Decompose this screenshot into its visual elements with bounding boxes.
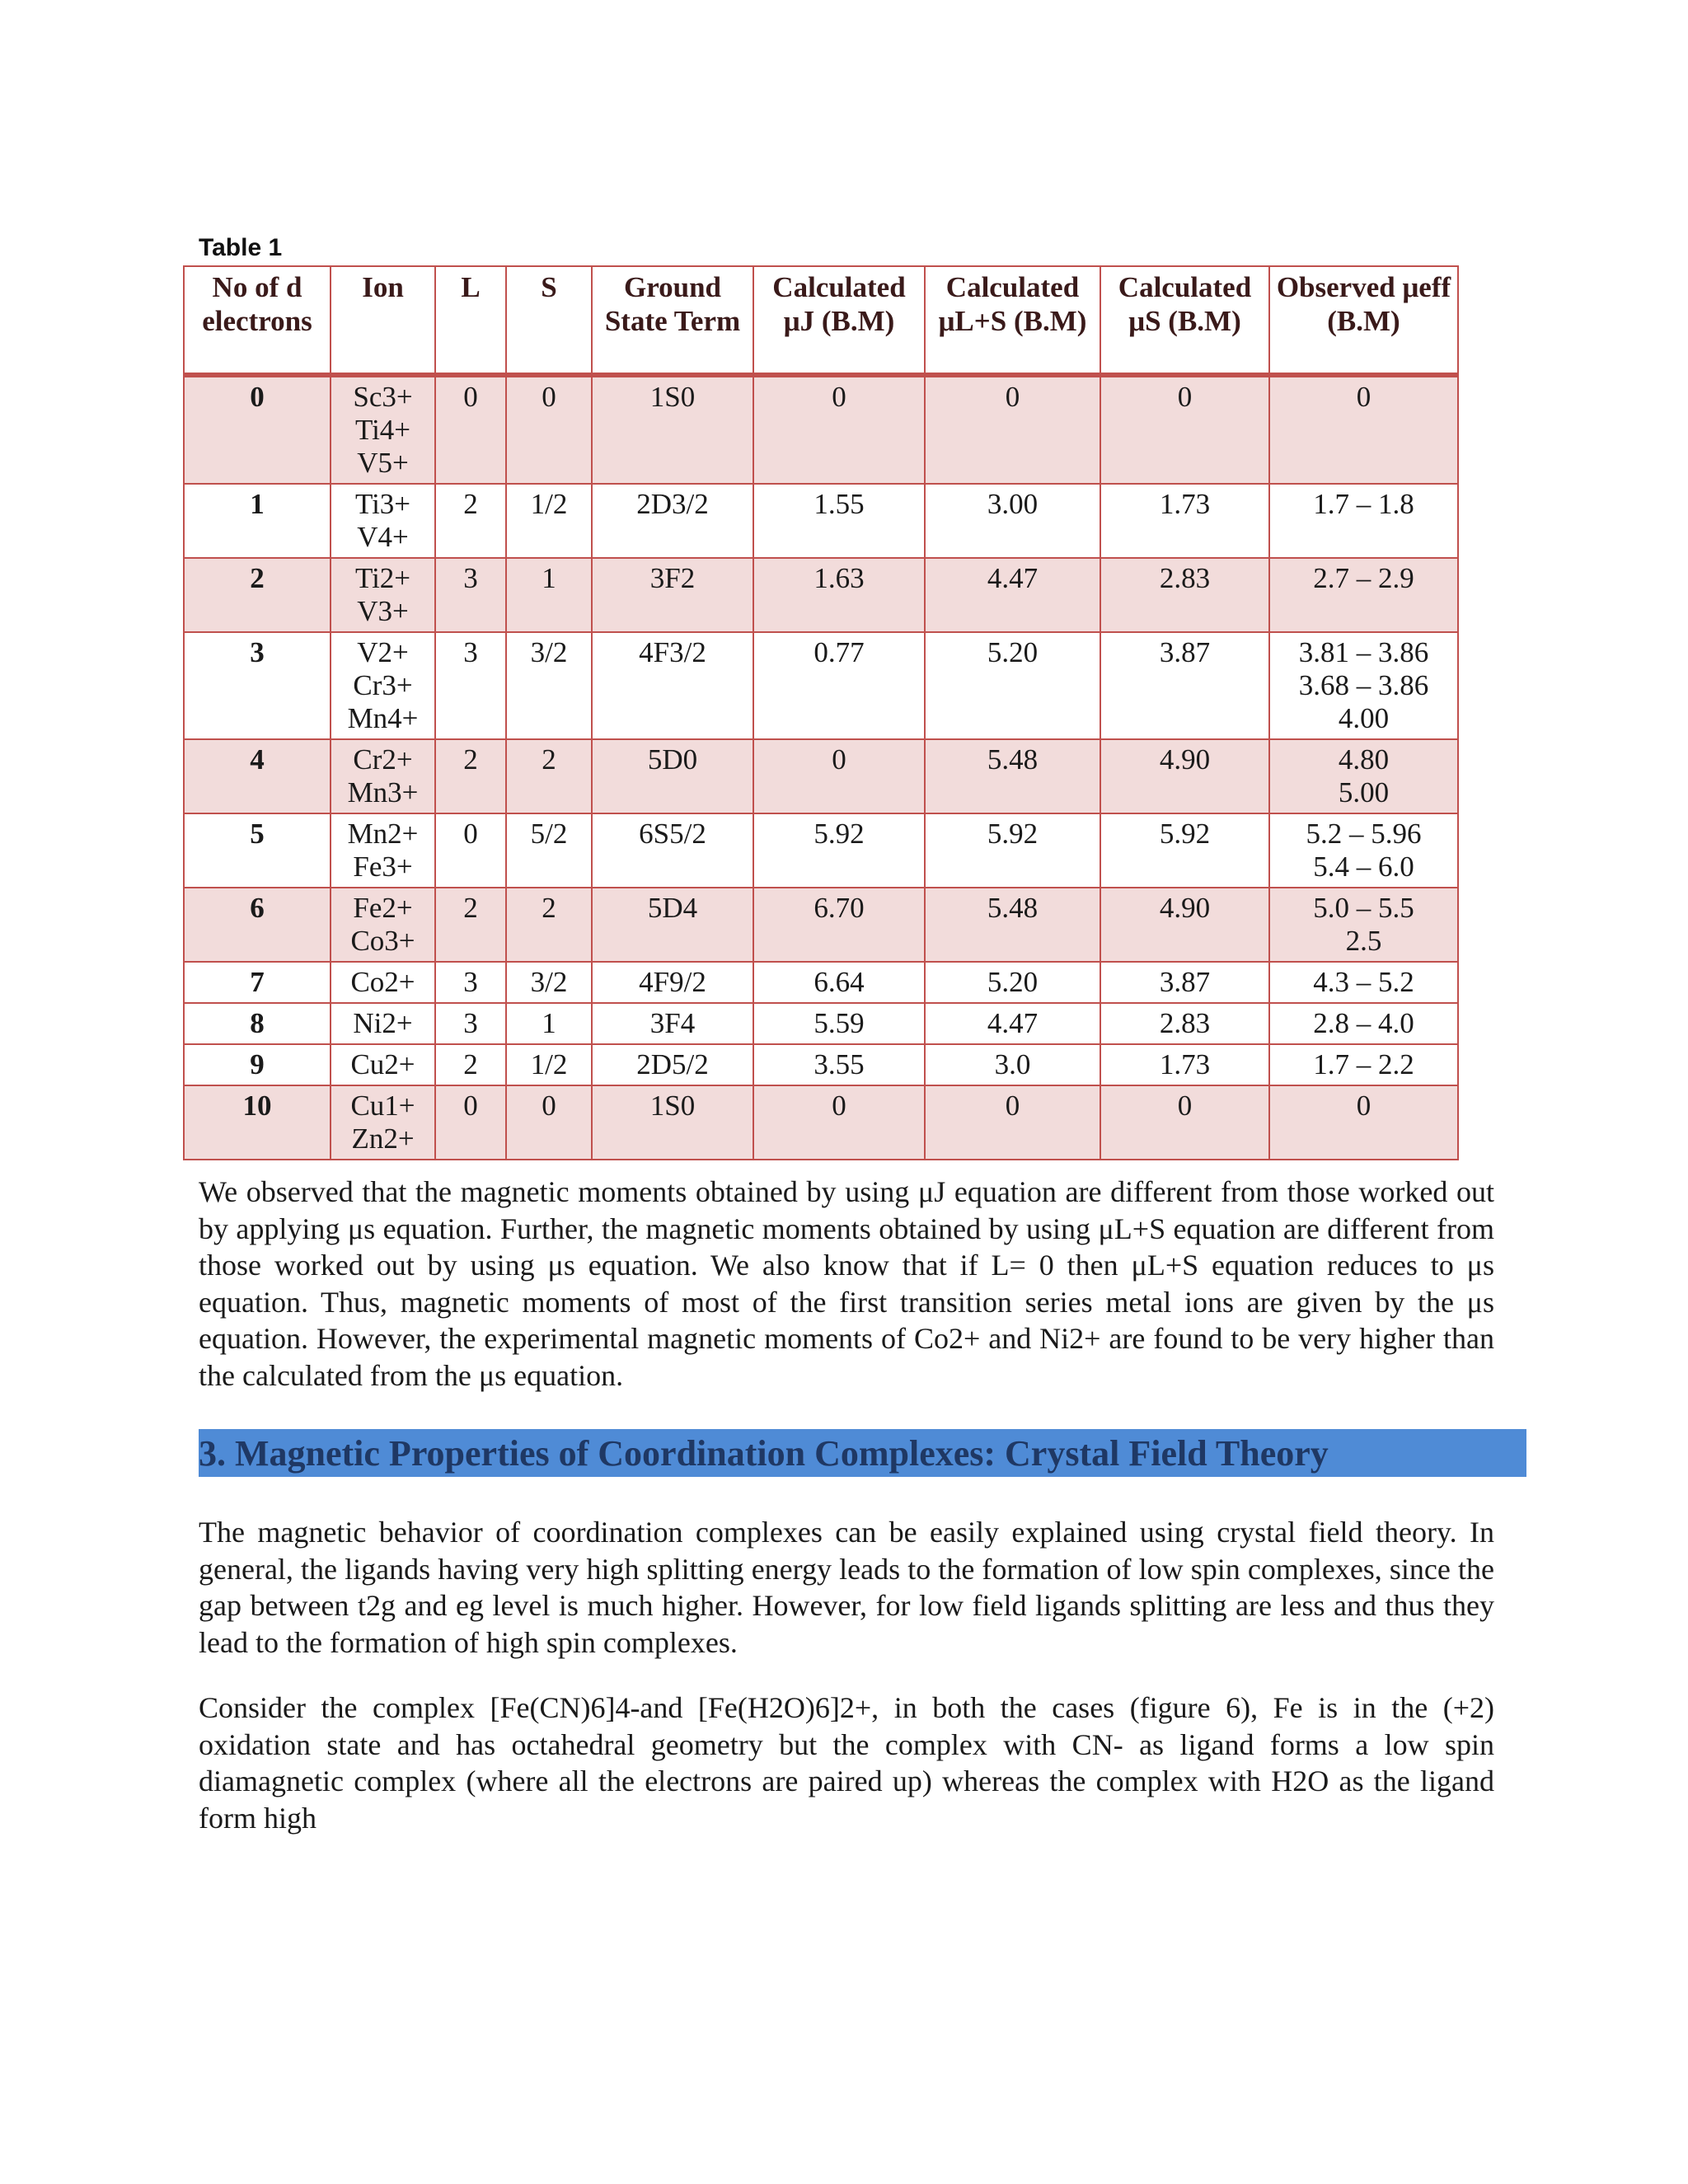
cell-s — [506, 888, 592, 962]
table-row — [184, 558, 1458, 632]
cell-mu-ls — [925, 558, 1100, 632]
cell-l — [435, 739, 506, 813]
cell-mu-j — [753, 1003, 925, 1044]
cell-text: 4 — [250, 743, 265, 776]
header-calculated-mu-ls: Calculated μL+S (B.M) — [925, 266, 1100, 375]
cell-text: Fe3+ — [353, 851, 413, 883]
cell-text: 1 — [542, 1007, 556, 1039]
cell-text: 0 — [832, 381, 846, 413]
cell-text: 5.4 – 6.0 — [1313, 851, 1414, 883]
cell-term — [592, 558, 753, 632]
cell-text: 10 — [242, 1090, 272, 1122]
cell-ions — [331, 962, 435, 1003]
cell-text: 3/2 — [530, 636, 568, 668]
cell-l — [435, 1085, 506, 1160]
cell-text: 3.55 — [814, 1048, 865, 1080]
cell-text: 5.20 — [987, 966, 1039, 998]
cell-text: 5/2 — [530, 818, 568, 850]
cell-text: 3F4 — [649, 1007, 696, 1039]
cell-d-electrons — [184, 484, 331, 558]
cell-mu-s — [1100, 739, 1269, 813]
cell-text: 5D0 — [647, 743, 698, 776]
cell-text: 5.48 — [987, 892, 1039, 924]
cell-text: 3.81 – 3.86 — [1298, 636, 1429, 668]
header-calculated-mu-j: Calculated μJ (B.M) — [753, 266, 925, 375]
header-ground-state-term: Ground State Term — [592, 266, 753, 375]
cell-text: Ti4+ — [354, 414, 411, 446]
cell-text: 2 — [542, 743, 556, 776]
table-row — [184, 888, 1458, 962]
cell-observed — [1269, 1085, 1458, 1160]
cell-text: 5.2 – 5.96 — [1306, 818, 1422, 850]
cell-ions — [331, 632, 435, 739]
cell-observed — [1269, 484, 1458, 558]
cell-text: 3 — [463, 562, 478, 594]
paragraph-crystal-field: The magnetic behavior of coordination complexes can be easily explained using crystal field theory. In general, the ligands having very high splitting energy leads to the formation of low spin complexes, since the gap between t2g and eg level is much higher. However, for low field ligands splitting are less and thus they lead to the formation of high spin complexes. — [199, 1516, 1494, 1659]
cell-text: Ni2+ — [353, 1007, 413, 1039]
cell-d-electrons — [184, 558, 331, 632]
table-row — [184, 632, 1458, 739]
cell-observed — [1269, 813, 1458, 888]
section-heading: 3. Magnetic Properties of Coordination Complexes: Crystal Field Theory — [199, 1433, 1329, 1474]
cell-mu-j — [753, 888, 925, 962]
cell-text: 5.92 — [987, 818, 1039, 850]
cell-text: 5D4 — [647, 892, 698, 924]
cell-s — [506, 962, 592, 1003]
header-calculated-mu-s: Calculated μS (B.M) — [1100, 266, 1269, 375]
cell-text: 5.0 – 5.5 — [1313, 892, 1414, 924]
cell-mu-j — [753, 962, 925, 1003]
cell-text: 6S5/2 — [639, 818, 706, 850]
cell-text: 1 — [542, 562, 556, 594]
cell-text: 2.83 — [1159, 562, 1211, 594]
cell-text: 2D3/2 — [636, 488, 709, 520]
cell-text: 2.5 — [1345, 925, 1382, 957]
cell-text: 4F3/2 — [639, 636, 706, 668]
cell-mu-ls — [925, 739, 1100, 813]
cell-mu-s — [1100, 962, 1269, 1003]
cell-text: 3 — [463, 636, 478, 668]
cell-text: V3+ — [357, 595, 409, 627]
cell-text: 2D5/2 — [636, 1048, 709, 1080]
cell-text: 2.83 — [1159, 1007, 1211, 1039]
cell-text: Cr2+ — [353, 743, 413, 776]
cell-text: 1/2 — [530, 488, 568, 520]
cell-text: 7 — [250, 966, 265, 998]
cell-term — [592, 962, 753, 1003]
cell-mu-s — [1100, 484, 1269, 558]
cell-text: 9 — [250, 1048, 265, 1080]
cell-text: 6 — [250, 892, 265, 924]
cell-text: 4.47 — [987, 1007, 1039, 1039]
cell-observed — [1269, 558, 1458, 632]
cell-text: Ti2+ — [354, 562, 411, 594]
cell-term — [592, 1085, 753, 1160]
cell-s — [506, 632, 592, 739]
cell-ions — [331, 1085, 435, 1160]
cell-ions — [331, 558, 435, 632]
cell-text: 3 — [463, 1007, 478, 1039]
cell-mu-j — [753, 813, 925, 888]
cell-text: V4+ — [357, 521, 409, 553]
cell-text: Mn4+ — [347, 702, 419, 734]
cell-mu-ls — [925, 632, 1100, 739]
cell-text: Co3+ — [350, 925, 415, 957]
cell-mu-s — [1100, 888, 1269, 962]
cell-observed — [1269, 739, 1458, 813]
header-ion: Ion — [331, 266, 435, 375]
cell-text: 0 — [1177, 1090, 1193, 1122]
cell-text: Cu2+ — [350, 1048, 415, 1080]
cell-observed — [1269, 632, 1458, 739]
cell-ions — [331, 484, 435, 558]
cell-mu-s — [1100, 558, 1269, 632]
cell-ions — [331, 739, 435, 813]
cell-text: 4.47 — [987, 562, 1039, 594]
cell-l — [435, 962, 506, 1003]
cell-text: Cu1+ — [350, 1090, 415, 1122]
cell-ions — [331, 813, 435, 888]
cell-mu-j — [753, 1085, 925, 1160]
cell-mu-j — [753, 739, 925, 813]
cell-mu-ls — [925, 1003, 1100, 1044]
cell-text: 3.0 — [994, 1048, 1031, 1080]
table-row — [184, 1085, 1458, 1160]
cell-text: Co2+ — [350, 966, 415, 998]
cell-observed — [1269, 1003, 1458, 1044]
cell-text: 3.87 — [1159, 636, 1211, 668]
cell-text: Fe2+ — [353, 892, 413, 924]
cell-s — [506, 813, 592, 888]
cell-text: 3F2 — [649, 562, 696, 594]
cell-text: 2 — [463, 1048, 478, 1080]
cell-text: Mn3+ — [347, 776, 419, 808]
cell-s — [506, 558, 592, 632]
cell-text: 5.92 — [1159, 818, 1211, 850]
table-row — [184, 739, 1458, 813]
cell-term — [592, 632, 753, 739]
cell-text: 2 — [463, 488, 478, 520]
header-d-electrons: No of d electrons — [184, 266, 331, 375]
cell-l — [435, 1044, 506, 1085]
cell-text: 0 — [1356, 1090, 1372, 1122]
cell-mu-ls — [925, 375, 1100, 484]
cell-mu-j — [753, 484, 925, 558]
cell-d-electrons — [184, 962, 331, 1003]
cell-text: 0 — [1177, 381, 1193, 413]
table-row — [184, 813, 1458, 888]
cell-text: 1.55 — [814, 488, 865, 520]
cell-l — [435, 558, 506, 632]
cell-d-electrons — [184, 888, 331, 962]
cell-s — [506, 375, 592, 484]
cell-text: 0 — [832, 743, 846, 776]
cell-mu-s — [1100, 813, 1269, 888]
cell-d-electrons — [184, 1085, 331, 1160]
cell-text: 2.8 – 4.0 — [1313, 1007, 1414, 1039]
table-row — [184, 375, 1458, 484]
cell-text: 2 — [542, 892, 556, 924]
cell-text: 5.59 — [814, 1007, 865, 1039]
cell-text: 0 — [463, 381, 478, 413]
cell-ions — [331, 375, 435, 484]
cell-text: 1S0 — [649, 1090, 696, 1122]
cell-text: 3.00 — [987, 488, 1039, 520]
cell-mu-ls — [925, 813, 1100, 888]
cell-mu-ls — [925, 1085, 1100, 1160]
cell-observed — [1269, 1044, 1458, 1085]
cell-text: 8 — [250, 1007, 265, 1039]
cell-d-electrons — [184, 1044, 331, 1085]
cell-text: 1/2 — [530, 1048, 568, 1080]
cell-term — [592, 375, 753, 484]
cell-l — [435, 632, 506, 739]
cell-text: 2 — [463, 892, 478, 924]
cell-text: 0 — [1005, 381, 1020, 413]
cell-text: V2+ — [357, 636, 409, 668]
cell-text: 5.92 — [814, 818, 865, 850]
cell-mu-j — [753, 1044, 925, 1085]
cell-l — [435, 484, 506, 558]
cell-text: 0 — [832, 1090, 846, 1122]
cell-mu-ls — [925, 962, 1100, 1003]
cell-term — [592, 888, 753, 962]
cell-ions — [331, 888, 435, 962]
cell-text: 1 — [250, 488, 265, 520]
cell-text: Zn2+ — [351, 1122, 415, 1155]
cell-term — [592, 739, 753, 813]
magnetic-moments-table — [183, 265, 1459, 1160]
cell-d-electrons — [184, 375, 331, 484]
cell-text: 3 — [463, 966, 478, 998]
cell-text: 0 — [463, 1090, 478, 1122]
cell-text: 6.64 — [814, 966, 865, 998]
cell-text: 5 — [250, 818, 265, 850]
cell-text: 6.70 — [814, 892, 865, 924]
header-l: L — [435, 266, 506, 375]
cell-mu-s — [1100, 632, 1269, 739]
cell-text: 3.68 – 3.86 — [1298, 669, 1429, 701]
cell-d-electrons — [184, 1003, 331, 1044]
header-s: S — [506, 266, 592, 375]
cell-text: Cr3+ — [353, 669, 413, 701]
table-row — [184, 1044, 1458, 1085]
cell-observed — [1269, 888, 1458, 962]
cell-text: 1.73 — [1159, 1048, 1211, 1080]
cell-text: 3 — [250, 636, 265, 668]
cell-ions — [331, 1003, 435, 1044]
cell-text: 4.3 – 5.2 — [1313, 966, 1414, 998]
cell-d-electrons — [184, 813, 331, 888]
cell-mu-j — [753, 558, 925, 632]
table-caption: Table 1 — [199, 234, 283, 261]
cell-text: 1.7 – 1.8 — [1313, 488, 1414, 520]
cell-s — [506, 1003, 592, 1044]
cell-l — [435, 375, 506, 484]
cell-text: 5.20 — [987, 636, 1039, 668]
paragraph-magnetic-moments: We observed that the magnetic moments obtained by using μJ equation are different from those worked out by applying μs equation. Further, the magnetic moments obtained by using μL+S equation are different from those worked out by using μs equation. We also know that if L= 0 then μL+S equation reduces to μs equation. Thus, magnetic moments of most of the first transition series metal ions are given by the μs equation. However, the experimental magnetic moments of Co2+ and Ni2+ are found to be very higher than the calculated from the μs equation. — [199, 1175, 1494, 1392]
cell-term — [592, 1003, 753, 1044]
cell-text: 0 — [463, 818, 478, 850]
cell-text: 0 — [542, 1090, 556, 1122]
cell-text: 0 — [542, 381, 556, 413]
cell-text: 4.90 — [1159, 743, 1211, 776]
cell-text: 1.7 – 2.2 — [1313, 1048, 1414, 1080]
cell-text: 0 — [1356, 381, 1372, 413]
cell-text: 4.90 — [1159, 892, 1211, 924]
cell-text: 0 — [1005, 1090, 1020, 1122]
cell-term — [592, 813, 753, 888]
cell-text: 3.87 — [1159, 966, 1211, 998]
table-header-row — [184, 266, 1458, 375]
cell-text: 4F9/2 — [639, 966, 706, 998]
cell-d-electrons — [184, 632, 331, 739]
cell-s — [506, 739, 592, 813]
cell-text: 4.80 — [1338, 743, 1390, 776]
cell-text: 5.48 — [987, 743, 1039, 776]
cell-mu-s — [1100, 1085, 1269, 1160]
cell-mu-ls — [925, 484, 1100, 558]
cell-mu-s — [1100, 1044, 1269, 1085]
cell-term — [592, 484, 753, 558]
cell-text: 1S0 — [649, 381, 696, 413]
table-body — [184, 375, 1458, 1160]
header-observed-mu-eff: Observed μeff (B.M) — [1269, 266, 1458, 375]
cell-observed — [1269, 962, 1458, 1003]
cell-text: 2 — [250, 562, 265, 594]
cell-text: 4.00 — [1338, 702, 1390, 734]
paragraph-fe-complexes: Consider the complex [Fe(CN)6]4-and [Fe(H2O)6]2+, in both the cases (figure 6), Fe is in the (+2) oxidation state and has octahedral geometry but the complex with CN- as ligand forms a low spin diamagnetic complex (where all the electrons are paired up) whereas the complex with H2O as the ligand form high — [199, 1691, 1494, 1835]
cell-text: 2 — [463, 743, 478, 776]
cell-text: 5.00 — [1338, 776, 1390, 808]
cell-mu-ls — [925, 1044, 1100, 1085]
cell-text: 3/2 — [530, 966, 568, 998]
cell-text: 0 — [250, 381, 265, 413]
cell-text: 2.7 – 2.9 — [1313, 562, 1414, 594]
cell-text: Mn2+ — [347, 818, 419, 850]
cell-l — [435, 888, 506, 962]
cell-text: 1.63 — [814, 562, 865, 594]
cell-l — [435, 813, 506, 888]
cell-s — [506, 1044, 592, 1085]
cell-d-electrons — [184, 739, 331, 813]
cell-text: 1.73 — [1159, 488, 1211, 520]
cell-text: V5+ — [357, 447, 409, 479]
cell-mu-s — [1100, 1003, 1269, 1044]
cell-mu-ls — [925, 888, 1100, 962]
cell-text: Ti3+ — [354, 488, 411, 520]
cell-observed — [1269, 375, 1458, 484]
cell-mu-s — [1100, 375, 1269, 484]
table-row — [184, 962, 1458, 1003]
cell-text: Sc3+ — [353, 381, 413, 413]
table-row — [184, 484, 1458, 558]
cell-mu-j — [753, 375, 925, 484]
cell-term — [592, 1044, 753, 1085]
cell-mu-j — [753, 632, 925, 739]
cell-s — [506, 484, 592, 558]
cell-s — [506, 1085, 592, 1160]
table-row — [184, 1003, 1458, 1044]
cell-ions — [331, 1044, 435, 1085]
cell-text: 0.77 — [814, 636, 865, 668]
cell-l — [435, 1003, 506, 1044]
